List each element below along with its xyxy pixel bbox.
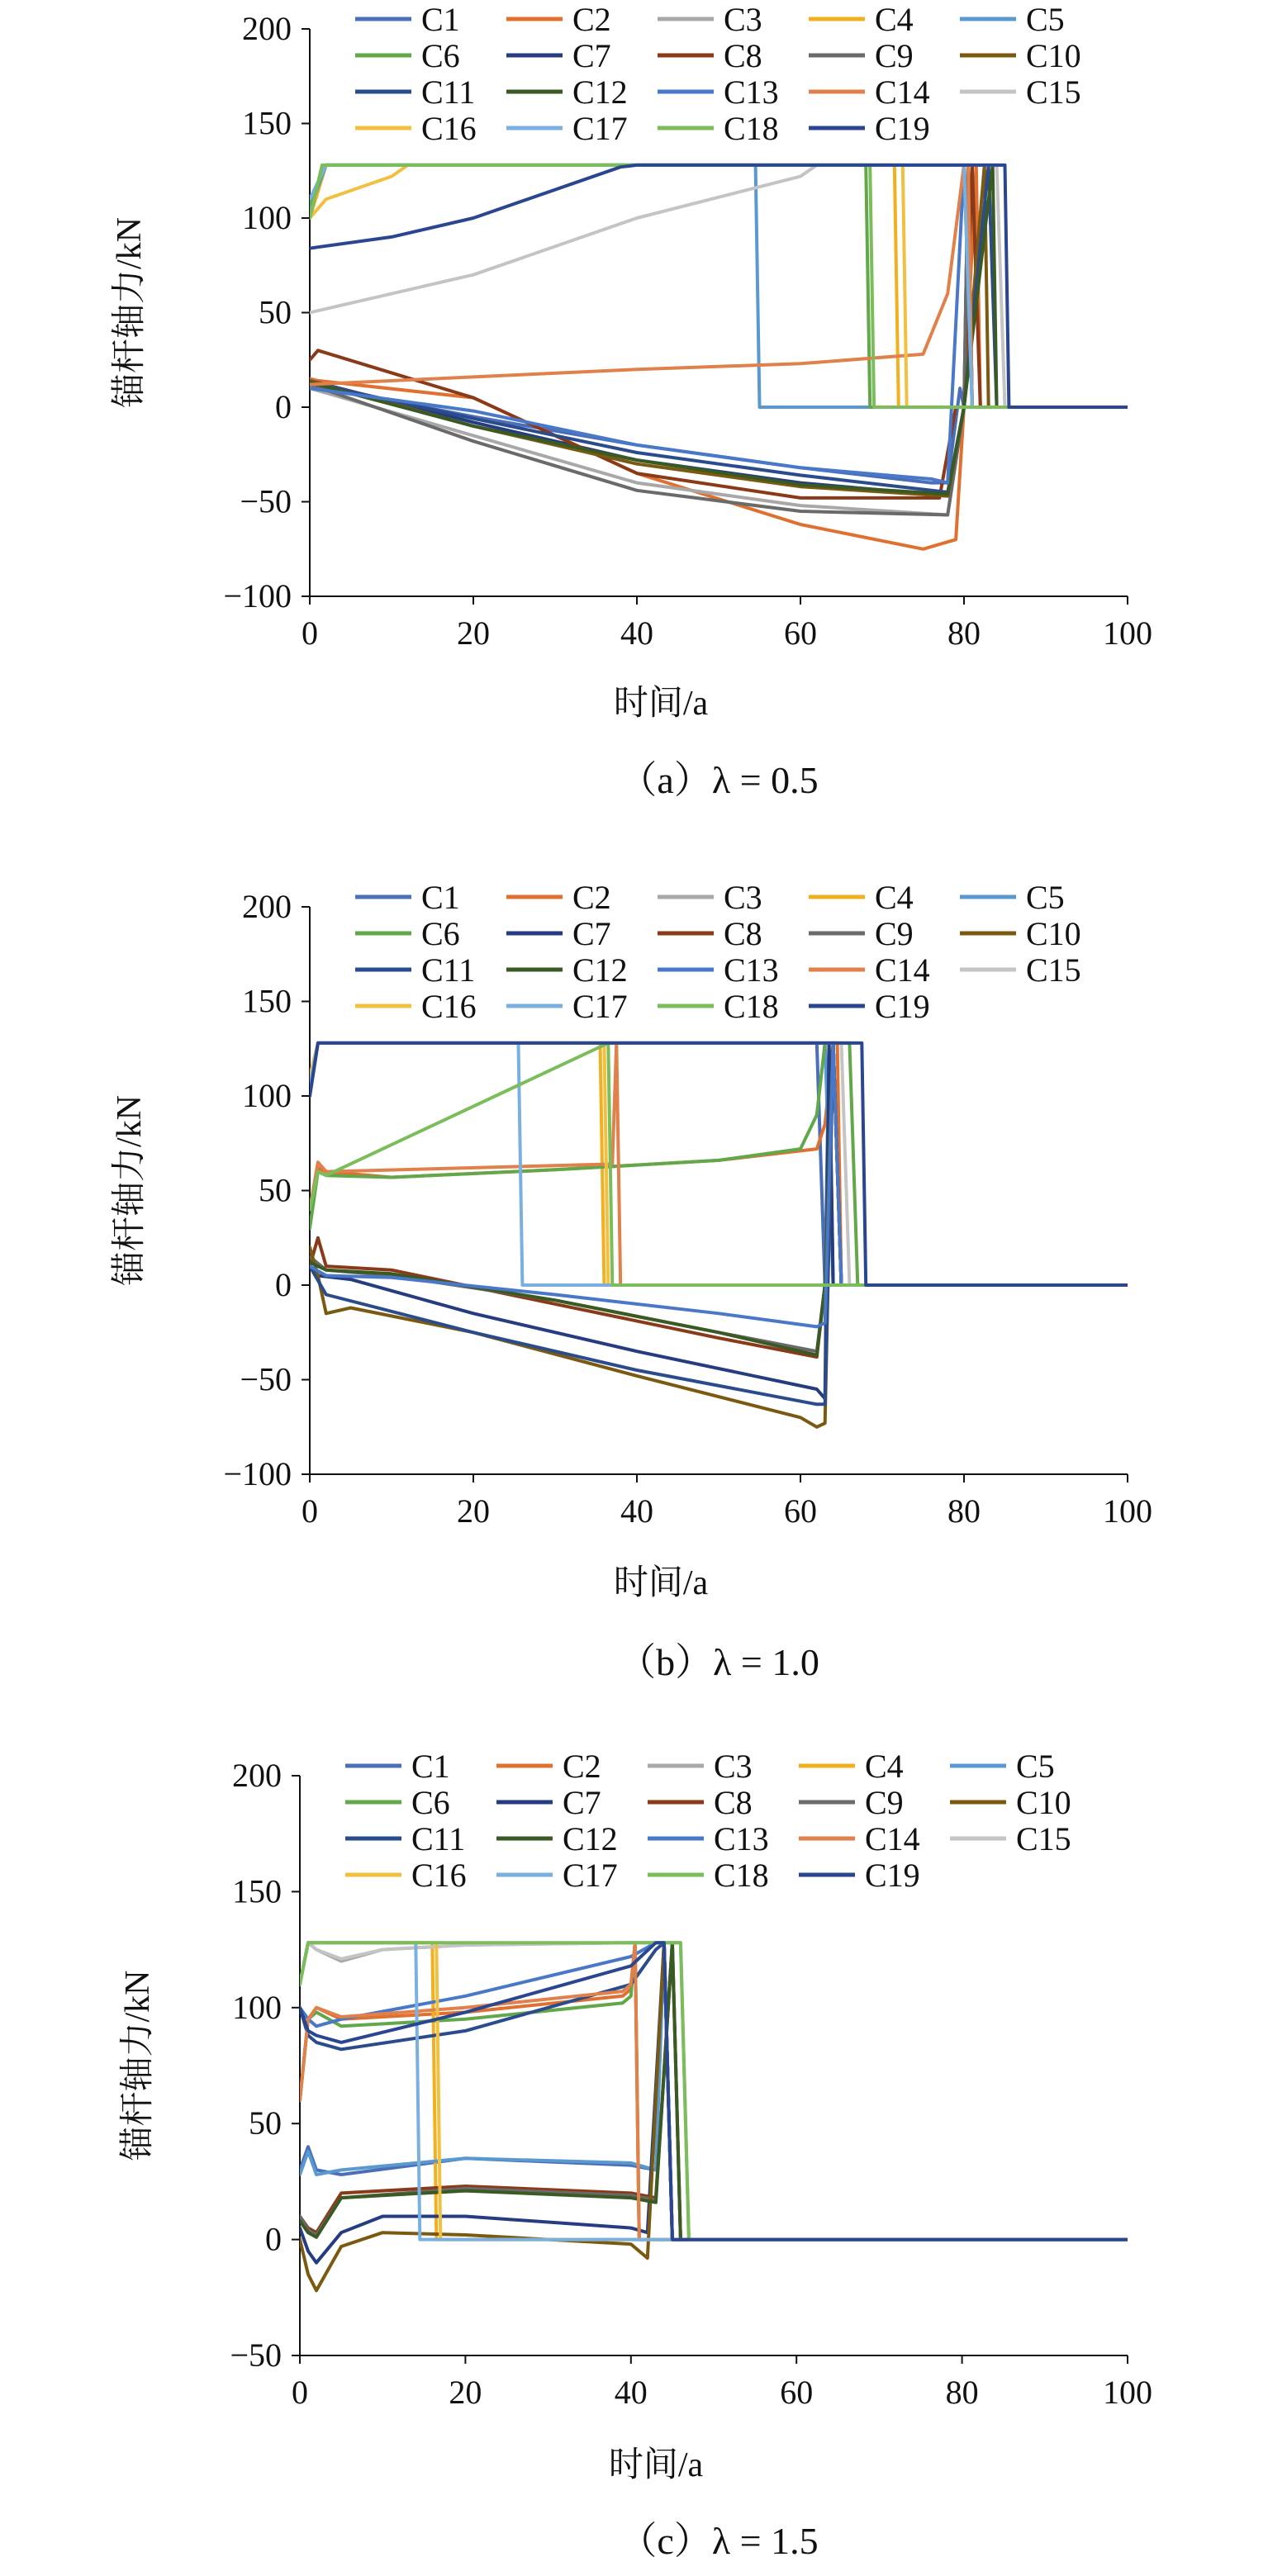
legend-label: C9 <box>875 37 914 74</box>
y-tick-label: 200 <box>232 1757 282 1794</box>
series-line-c12 <box>300 1943 1128 2239</box>
y-tick-label: −50 <box>230 2336 282 2374</box>
series-line-c14 <box>300 1943 1128 2239</box>
legend-label: C13 <box>724 951 779 989</box>
legend-label: C14 <box>875 74 930 111</box>
series-line-c1 <box>300 1943 1128 2239</box>
y-tick-label: 50 <box>249 2104 282 2142</box>
y-tick-label: 0 <box>275 388 292 425</box>
series-line-c2 <box>300 1943 1128 2239</box>
series-line-c14 <box>310 1043 1128 1285</box>
series-line-c18 <box>310 1043 1128 1285</box>
series-line-c15 <box>300 1943 1128 2239</box>
legend-label: C1 <box>421 879 460 916</box>
legend-label: C6 <box>421 915 460 952</box>
legend <box>345 1748 1071 1894</box>
legend-label: C6 <box>421 37 460 74</box>
y-tick-label: −100 <box>223 577 292 614</box>
series-line-c18 <box>300 1943 1128 2239</box>
x-tick-label: 20 <box>457 614 490 652</box>
legend-label: C10 <box>1026 37 1081 74</box>
x-tick-label: 100 <box>1103 1492 1152 1530</box>
legend-label: C1 <box>411 1748 450 1785</box>
y-tick-label: 0 <box>275 1266 292 1303</box>
series-line-c3 <box>310 1043 1128 1285</box>
series-line-c7 <box>300 1943 1128 2263</box>
series-line-c8 <box>310 1043 1128 1357</box>
legend-label: C12 <box>572 951 628 989</box>
legend-label: C8 <box>724 37 762 74</box>
series-line-c2 <box>310 1043 1128 1285</box>
series-group <box>310 1043 1128 1427</box>
y-axis-label: 锚杆轴力/kN <box>119 1970 157 2161</box>
series-line-c3 <box>300 1943 1128 2239</box>
legend-label: C1 <box>421 1 460 38</box>
series-line-c5 <box>310 1043 1128 1285</box>
legend-label: C8 <box>724 915 762 952</box>
chart-caption: （b）λ = 1.0 <box>618 1641 819 1683</box>
legend-label: C4 <box>875 1 914 38</box>
x-axis-label: 时间/a <box>608 2446 704 2484</box>
legend-label: C3 <box>724 879 762 916</box>
y-axis-label: 锚杆轴力/kN <box>111 216 149 409</box>
legend-label: C5 <box>1026 879 1065 916</box>
series-line-c6 <box>310 1043 1128 1285</box>
x-axis-label: 时间/a <box>613 1564 709 1602</box>
series-line-c1 <box>310 1043 1128 1285</box>
y-tick-label: 100 <box>242 1077 292 1114</box>
chart-caption: （c）λ = 1.5 <box>619 2520 819 2562</box>
series-line-c13 <box>300 1943 1128 2239</box>
legend-label: C11 <box>411 1820 466 1857</box>
x-tick-label: 40 <box>620 1492 653 1530</box>
series-line-c6 <box>300 1943 1128 2239</box>
legend <box>355 1 1081 147</box>
series-line-c11 <box>310 1043 1128 1404</box>
legend-label: C4 <box>865 1748 904 1785</box>
legend-label: C9 <box>865 1784 904 1821</box>
x-tick-label: 20 <box>457 1492 490 1530</box>
legend-label: C17 <box>572 988 628 1025</box>
chart-1 <box>111 1 1152 801</box>
chart-3 <box>119 1748 1152 2562</box>
y-tick-label: −100 <box>223 1455 292 1492</box>
legend-label: C12 <box>563 1820 618 1857</box>
legend-label: C11 <box>421 951 476 989</box>
series-line-c4 <box>300 1943 1128 2239</box>
x-tick-label: 100 <box>1103 614 1152 652</box>
x-tick-label: 40 <box>614 2374 648 2411</box>
series-line-c4 <box>310 1043 1128 1285</box>
legend-label: C15 <box>1026 74 1081 111</box>
legend-label: C18 <box>714 1857 769 1894</box>
legend-label: C13 <box>714 1820 769 1857</box>
x-axis-label: 时间/a <box>613 685 709 723</box>
x-tick-label: 60 <box>784 1492 817 1530</box>
legend-label: C19 <box>875 988 930 1025</box>
series-line-c9 <box>310 1043 1128 1351</box>
x-tick-label: 0 <box>302 614 318 652</box>
legend-label: C16 <box>421 988 477 1025</box>
series-group <box>300 1943 1128 2290</box>
legend-label: C2 <box>563 1748 601 1785</box>
chart-caption: （a）λ = 0.5 <box>619 759 819 801</box>
legend-label: C17 <box>563 1857 618 1894</box>
legend-label: C10 <box>1026 915 1081 952</box>
series-line-c17 <box>300 1943 1128 2239</box>
y-tick-label: −50 <box>240 482 292 520</box>
legend-label: C12 <box>572 74 628 111</box>
y-tick-label: 50 <box>259 293 292 331</box>
legend-label: C15 <box>1016 1820 1071 1857</box>
legend-label: C14 <box>875 951 930 989</box>
legend-label: C13 <box>724 74 779 111</box>
series-line-c16 <box>310 1043 1128 1285</box>
x-tick-label: 40 <box>620 614 653 652</box>
series-line-c12 <box>310 1043 1128 1355</box>
y-tick-label: 150 <box>242 104 292 142</box>
legend-label: C7 <box>563 1784 601 1821</box>
legend-label: C16 <box>411 1857 467 1894</box>
x-tick-label: 80 <box>947 1492 981 1530</box>
legend-label: C7 <box>572 37 611 74</box>
legend-label: C19 <box>865 1857 920 1894</box>
series-line-c11 <box>300 1943 1128 2239</box>
x-tick-label: 100 <box>1103 2374 1152 2411</box>
legend-label: C18 <box>724 988 779 1025</box>
legend-label: C17 <box>572 110 628 147</box>
y-tick-label: 100 <box>242 199 292 236</box>
legend-label: C2 <box>572 1 611 38</box>
series-line-c15 <box>310 1043 1128 1285</box>
legend-label: C5 <box>1026 1 1065 38</box>
legend-label: C10 <box>1016 1784 1071 1821</box>
x-tick-label: 60 <box>780 2374 814 2411</box>
legend-label: C7 <box>572 915 611 952</box>
legend-label: C9 <box>875 915 914 952</box>
legend-label: C19 <box>875 110 930 147</box>
x-tick-label: 60 <box>784 614 817 652</box>
series-group <box>310 165 1128 549</box>
series-line-c8 <box>300 1943 1128 2239</box>
series-line-c19 <box>310 1043 1128 1285</box>
y-tick-label: 200 <box>242 10 292 47</box>
y-tick-label: 150 <box>242 982 292 1020</box>
y-tick-label: 50 <box>259 1171 292 1209</box>
x-tick-label: 80 <box>947 614 981 652</box>
y-tick-label: 0 <box>265 2220 282 2258</box>
series-line-c5 <box>300 1943 1128 2239</box>
legend-label: C18 <box>724 110 779 147</box>
x-tick-label: 20 <box>449 2374 482 2411</box>
legend-label: C15 <box>1026 951 1081 989</box>
series-line-c7 <box>310 1043 1128 1399</box>
legend-label: C11 <box>421 74 476 111</box>
series-line-c19 <box>300 1943 1128 2239</box>
y-axis-label: 锚杆轴力/kN <box>111 1094 149 1287</box>
legend-label: C6 <box>411 1784 450 1821</box>
legend-label: C2 <box>572 879 611 916</box>
x-tick-label: 80 <box>945 2374 979 2411</box>
series-line-c9 <box>300 1943 1128 2239</box>
legend-label: C14 <box>865 1820 920 1857</box>
series-line-c16 <box>300 1943 1128 2239</box>
chart-2 <box>111 879 1152 1683</box>
legend-label: C3 <box>724 1 762 38</box>
x-tick-label: 0 <box>292 2374 308 2411</box>
legend-label: C5 <box>1016 1748 1055 1785</box>
y-tick-label: 100 <box>232 1988 282 2026</box>
x-tick-label: 0 <box>302 1492 318 1530</box>
legend-label: C3 <box>714 1748 753 1785</box>
y-tick-label: 200 <box>242 888 292 925</box>
legend-label: C8 <box>714 1784 753 1821</box>
legend-label: C16 <box>421 110 477 147</box>
series-line-c17 <box>310 1043 1128 1285</box>
y-tick-label: 150 <box>232 1872 282 1910</box>
y-tick-label: −50 <box>240 1360 292 1398</box>
legend-label: C4 <box>875 879 914 916</box>
legend <box>355 879 1081 1025</box>
